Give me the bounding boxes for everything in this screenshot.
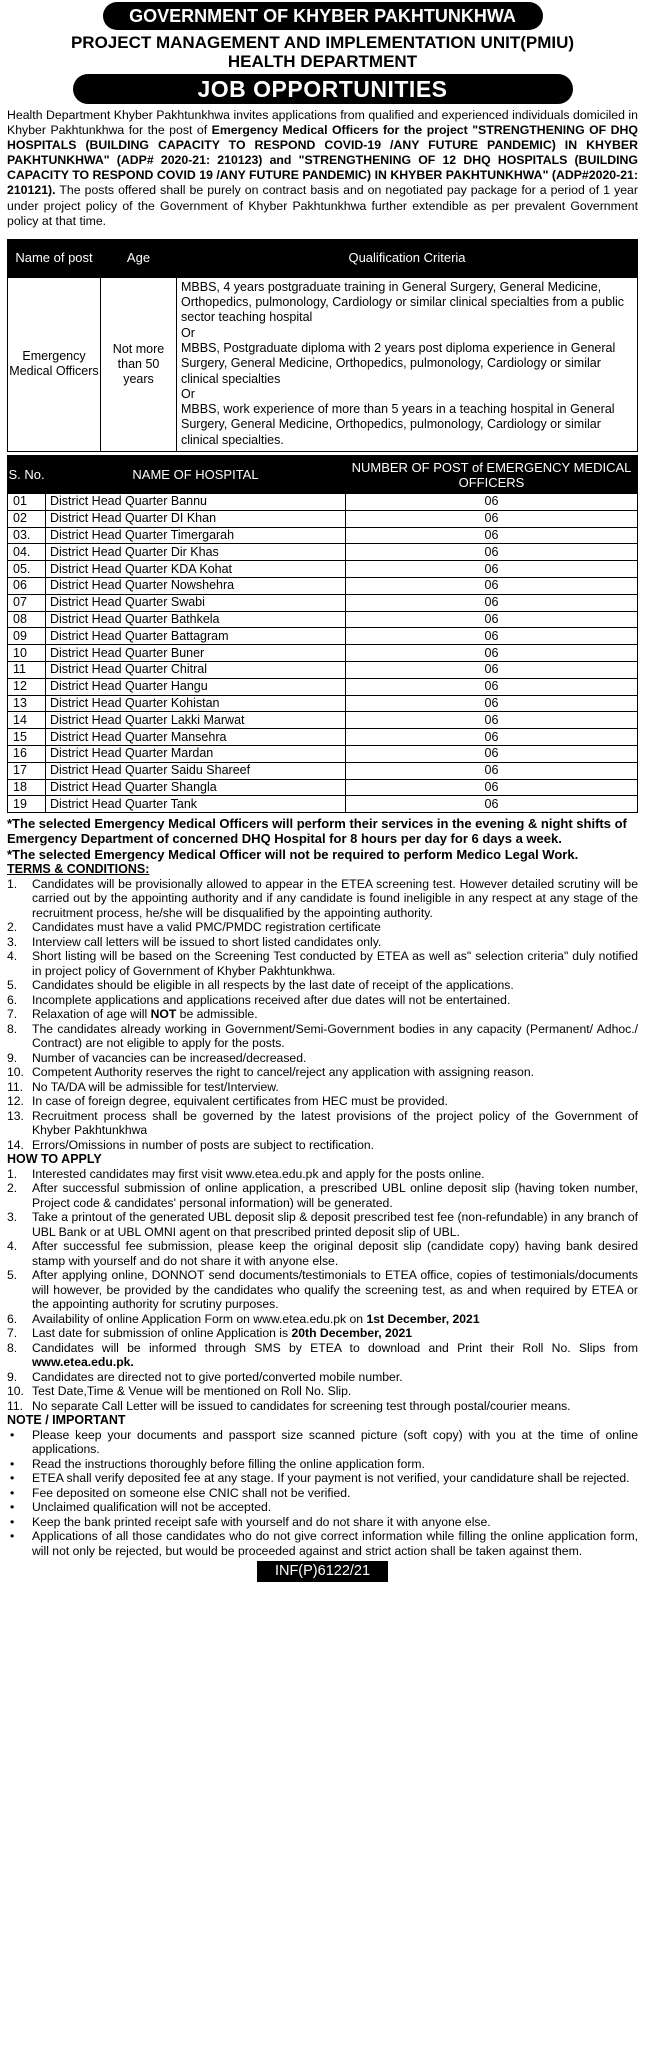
terms-title: TERMS & CONDITIONS: — [7, 862, 150, 877]
table-row — [8, 544, 638, 561]
reference-number: INF(P)6122/21 — [257, 1561, 388, 1582]
list-item-number: 2. — [7, 1181, 18, 1196]
posts-count-cell: 06 — [346, 628, 638, 645]
qualification-table — [7, 239, 638, 452]
list-item — [7, 1022, 638, 1051]
posts-count-cell: 06 — [346, 544, 638, 561]
sno-cell: 02 — [8, 510, 46, 527]
list-item — [7, 1312, 638, 1327]
list-item — [7, 993, 638, 1008]
qualification-header-row — [8, 239, 638, 277]
age-cell: Not more than 50 years — [101, 277, 177, 451]
hospital-name-cell: District Head Quarter Tank — [46, 796, 346, 813]
sno-cell: 07 — [8, 594, 46, 611]
list-item-number: 7. — [7, 1326, 18, 1341]
col-header-age: Age — [101, 239, 177, 277]
hospital-name-cell: District Head Quarter Battagram — [46, 628, 346, 645]
list-item — [7, 920, 638, 935]
table-row — [8, 712, 638, 729]
list-item — [7, 1239, 638, 1268]
hospital-name-cell: District Head Quarter DI Khan — [46, 510, 346, 527]
list-item-text: In case of foreign degree, equivalent certificates from HEC must be provided. — [32, 1094, 448, 1109]
hospital-name-cell: District Head Quarter Dir Khas — [46, 544, 346, 561]
criteria-or-1: Or — [181, 325, 195, 340]
sno-cell: 18 — [8, 779, 46, 796]
list-item-emphasis: NOT — [150, 1007, 177, 1022]
posts-count-cell: 06 — [346, 678, 638, 695]
list-item — [7, 1051, 638, 1066]
government-banner: GOVERNMENT OF KHYBER PAKHTUNKHWA — [103, 2, 543, 30]
table-row — [8, 745, 638, 762]
list-item — [7, 1210, 638, 1239]
list-item-number: 6. — [7, 992, 18, 1007]
table-row — [8, 762, 638, 779]
list-item-text: Short listing will be based on the Screening Test conducted by ETEA as well as" selection criteria" duly notified in project policy of Government of Khyber Pakhtunkhwa. — [32, 949, 638, 978]
list-item-number: 3. — [7, 934, 18, 949]
service-note-medico-legal: *The selected Emergency Medical Officer will not be required to perform Medico Legal Work. — [7, 846, 579, 862]
posts-count-cell: 06 — [346, 494, 638, 511]
list-item-text: No TA/DA will be admissible for test/Interview. — [32, 1079, 279, 1094]
list-item-emphasis: 20th December, 2021 — [291, 1326, 413, 1341]
table-row — [8, 578, 638, 595]
posts-count-cell: 06 — [346, 762, 638, 779]
table-row — [8, 510, 638, 527]
qualification-row — [8, 277, 638, 451]
table-row — [8, 779, 638, 796]
list-item-text: Interested candidates may first visit www.etea.edu.pk and apply for the posts online. — [32, 1166, 485, 1181]
col-header-sno: S. No. — [8, 456, 46, 494]
list-item-text: Test Date,Time & Venue will be mentioned on Roll No. Slip. — [32, 1384, 352, 1399]
list-item-text: Relaxation of age will — [32, 1007, 151, 1022]
hospital-name-cell: District Head Quarter Swabi — [46, 594, 346, 611]
list-item-number: 7. — [7, 1007, 18, 1022]
list-item-text: Competent Authority reserves the right to cancel/reject any application with assigning reason. — [32, 1065, 534, 1080]
hospital-name-cell: District Head Quarter Nowshehra — [46, 578, 346, 595]
list-item-number: 8. — [7, 1021, 18, 1036]
list-item-text: Candidates will be provisionally allowed to appear in the ETEA screening test. However detailed scrutiny will be carried out by the appointing authority and if any candidate is found ineligible in any respect at any stage of the recruitment process, he/she will be disqualified by the appointing authority. — [32, 876, 638, 920]
table-row — [8, 594, 638, 611]
list-item-number: 14. — [7, 1137, 24, 1152]
sno-cell: 15 — [8, 729, 46, 746]
list-item — [7, 1109, 638, 1138]
list-item — [7, 1080, 638, 1095]
unit-title-line1: PROJECT MANAGEMENT AND IMPLEMENTATION UNIT(PMIU) — [70, 33, 575, 52]
posts-count-cell: 06 — [346, 779, 638, 796]
hospital-name-cell: District Head Quarter Mansehra — [46, 729, 346, 746]
hospital-name-cell: District Head Quarter KDA Kohat — [46, 561, 346, 578]
note-item: • Keep the bank printed receipt safe with yourself and do not share it with anyone else. — [7, 1515, 638, 1530]
note-item: • ETEA shall verify deposited fee at any stage. If your payment is not verified, your candidature shall be rejected. — [7, 1471, 638, 1486]
list-item-text: Recruitment process shall be governed by the latest provisions of the project policy of the Government of Khyber Pakhtunkhwa — [32, 1108, 638, 1138]
table-row — [8, 729, 638, 746]
col-header-hospital: NAME OF HOSPITAL — [46, 456, 346, 494]
hospital-name-cell: District Head Quarter Bannu — [46, 494, 346, 511]
hospital-name-cell: District Head Quarter Kohistan — [46, 695, 346, 712]
list-item-number: 4. — [7, 1239, 18, 1254]
sno-cell: 16 — [8, 745, 46, 762]
sno-cell: 19 — [8, 796, 46, 813]
col-header-post: Name of post — [8, 239, 101, 277]
posts-count-cell: 06 — [346, 561, 638, 578]
list-item-text: Errors/Omissions in number of posts are subject to rectification. — [32, 1137, 375, 1152]
list-item-text: Candidates are directed not to give ported/converted mobile number. — [32, 1369, 403, 1384]
criteria-or-2: Or — [181, 386, 195, 401]
hospital-name-cell: District Head Quarter Bathkela — [46, 611, 346, 628]
list-item — [7, 1268, 638, 1312]
advertisement-page — [0, 2, 645, 2067]
table-row — [8, 628, 638, 645]
intro-text-1: Health Department Khyber Pakhtunkhwa invites applications from qualified and experienced individuals domiciled in Khyber Pakhtunkhwa for the post of — [7, 108, 638, 138]
list-item — [7, 949, 638, 978]
notes-list — [7, 1428, 638, 1559]
list-item-number: 1. — [7, 876, 18, 891]
posts-count-cell: 06 — [346, 729, 638, 746]
list-item-number: 11. — [7, 1398, 24, 1413]
list-item-text: The candidates already working in Government/Semi-Government bodies in any capacity (Permanent/ Adhoc./ Contract) are not eligible to apply for the posts. — [32, 1021, 638, 1051]
sno-cell: 13 — [8, 695, 46, 712]
list-item — [7, 1138, 638, 1153]
list-item-number: 10. — [7, 1065, 24, 1080]
service-notes — [7, 816, 638, 862]
hospital-name-cell: District Head Quarter Hangu — [46, 678, 346, 695]
posts-count-cell: 06 — [346, 712, 638, 729]
sno-cell: 17 — [8, 762, 46, 779]
list-item-text: Take a printout of the generated UBL deposit slip & deposit prescribed test fee (non-refundable) in any branch of UBL Bank or at UBL OMNI agent on that prescribed printed deposit slip of UBL. — [32, 1210, 638, 1239]
list-item-text: Number of vacancies can be increased/decreased. — [32, 1050, 307, 1065]
posts-count-cell: 06 — [346, 578, 638, 595]
list-item-number: 4. — [7, 949, 18, 964]
note-item: • Please keep your documents and passport size scanned picture (soft copy) with you at the time of online applications. — [7, 1428, 638, 1457]
terms-list — [7, 877, 638, 1153]
intro-text-2: The posts offered shall be purely on contract basis and on negotiated pay package for a period of 1 year under project policy of the Government of Khyber Pakhtunkhwa further extendible as per prevalent Government policy at that time. — [7, 183, 638, 228]
posts-count-cell: 06 — [346, 527, 638, 544]
list-item — [7, 1007, 638, 1022]
criteria-cell — [177, 277, 638, 451]
sno-cell: 11 — [8, 661, 46, 678]
list-item-number: 5. — [7, 978, 18, 993]
list-item — [7, 1399, 638, 1414]
sno-cell: 12 — [8, 678, 46, 695]
list-item-text: After successful submission of online application, a prescribed UBL online deposit slip (having token number, Project code & candidates' personal information) will be generated. — [32, 1181, 638, 1210]
posts-count-cell: 06 — [346, 661, 638, 678]
list-item-text: Candidates will be informed through SMS by ETEA to download and Print their Roll No. Slips from — [32, 1340, 638, 1355]
hospital-name-cell: District Head Quarter Saidu Shareef — [46, 762, 346, 779]
list-item-text: Interview call letters will be issued to short listed candidates only. — [32, 934, 382, 949]
table-row — [8, 678, 638, 695]
sno-cell: 04. — [8, 544, 46, 561]
notes-title: NOTE / IMPORTANT — [7, 1413, 126, 1428]
criteria-option-1: MBBS, 4 years postgraduate training in General Surgery, General Medicine, Orthopedics, pulmonology, Cardiology or similar clinical specialties from a public sector teaching hospital — [181, 279, 625, 325]
list-item — [7, 1094, 638, 1109]
hospital-header-row — [8, 456, 638, 494]
list-item-number: 1. — [7, 1166, 18, 1181]
list-item — [7, 1384, 638, 1399]
list-item-number: 11. — [7, 1079, 24, 1094]
criteria-option-3: MBBS, work experience of more than 5 years in a teaching hospital in General Surgery, General Medicine, Orthopedics, pulmonology, Cardiology or similar clinical specialties. — [181, 402, 615, 447]
sno-cell: 14 — [8, 712, 46, 729]
unit-title — [7, 33, 638, 71]
list-item — [7, 877, 638, 921]
table-row — [8, 645, 638, 662]
list-item-text: Incomplete applications and applications received after due dates will not be entertained. — [32, 992, 511, 1007]
list-item-emphasis: www.etea.edu.pk. — [32, 1355, 134, 1370]
list-item-number: 12. — [7, 1094, 24, 1109]
table-row — [8, 561, 638, 578]
table-row — [8, 661, 638, 678]
post-name-cell: Emergency Medical Officers — [8, 277, 101, 451]
list-item-number: 5. — [7, 1268, 18, 1283]
hospital-name-cell: District Head Quarter Shangla — [46, 779, 346, 796]
list-item-number: 3. — [7, 1210, 18, 1225]
list-item-emphasis: 1st December, 2021 — [366, 1311, 480, 1326]
reference-footer — [7, 1561, 638, 1582]
list-item-number: 13. — [7, 1108, 24, 1123]
table-row — [8, 527, 638, 544]
posts-count-cell: 06 — [346, 796, 638, 813]
list-item-number: 10. — [7, 1384, 24, 1399]
service-note-shifts: *The selected Emergency Medical Officers will perform their services in the evening & night shifts of Emergency Department of concerned DHQ Hospital for 8 hours per day for 6 days a week. — [7, 816, 627, 847]
sno-cell: 05. — [8, 561, 46, 578]
col-header-criteria: Qualification Criteria — [177, 239, 638, 277]
job-opportunities-banner: JOB OPPORTUNITIES — [73, 74, 573, 104]
list-item — [7, 1370, 638, 1385]
list-item-text: Last date for submission of online Application is — [32, 1326, 292, 1341]
how-to-apply-title: HOW TO APPLY — [7, 1152, 102, 1167]
list-item-number: 6. — [7, 1311, 18, 1326]
sno-cell: 06 — [8, 578, 46, 595]
col-header-posts: NUMBER OF POST of EMERGENCY MEDICAL OFFICERS — [346, 456, 638, 494]
list-item — [7, 1065, 638, 1080]
hospital-table — [7, 455, 638, 813]
hospital-name-cell: District Head Quarter Timergarah — [46, 527, 346, 544]
posts-count-cell: 06 — [346, 645, 638, 662]
table-row — [8, 611, 638, 628]
posts-count-cell: 06 — [346, 695, 638, 712]
how-to-apply-list — [7, 1167, 638, 1414]
sno-cell: 01 — [8, 494, 46, 511]
hospital-name-cell: District Head Quarter Mardan — [46, 745, 346, 762]
list-item — [7, 1341, 638, 1370]
sno-cell: 10 — [8, 645, 46, 662]
list-item-text: After successful fee submission, please keep the original deposit slip (candidate copy) having bank desired stamp with yourself and do not share it with anyone else. — [32, 1239, 638, 1268]
list-item — [7, 1326, 638, 1341]
unit-title-line2: HEALTH DEPARTMENT — [227, 52, 418, 71]
intro-project-text: Emergency Medical Officers for the project "STRENGTHENING OF DHQ HOSPITALS (BUILDING CAPACITY TO RESPOND COVID-19 /ANY FUTURE PANDEMIC) IN KHYBER PAKHTUNKHWA" (ADP# 2020-21: 210123) and "STRENGTHENING OF 12 DHQ HOSPITALS (BUILDING CAPACITY TO RESPOND COVID 19 /ANY FUTURE PANDEMIC) IN KHYBER PAKHTUNKHWA" (ADP#2020-21: 210121). — [7, 123, 638, 198]
sno-cell: 09 — [8, 628, 46, 645]
intro-paragraph — [7, 108, 638, 229]
posts-count-cell: 06 — [346, 594, 638, 611]
note-item: • Unclaimed qualification will not be accepted. — [7, 1500, 638, 1515]
hospital-name-cell: District Head Quarter Chitral — [46, 661, 346, 678]
list-item — [7, 978, 638, 993]
table-row — [8, 695, 638, 712]
list-item-number: 2. — [7, 920, 18, 935]
posts-count-cell: 06 — [346, 611, 638, 628]
list-item-text: Candidates must have a valid PMC/PMDC registration certificate — [32, 920, 381, 935]
note-item: • Read the instructions thoroughly before filling the online application form. — [7, 1457, 638, 1472]
posts-count-cell: 06 — [346, 510, 638, 527]
list-item-text: Availability of online Application Form on www.etea.edu.pk on — [32, 1311, 367, 1326]
list-item — [7, 1181, 638, 1210]
list-item-text: be admissible. — [176, 1007, 258, 1022]
note-item: • Applications of all those candidates who do not give correct information while filling the online application form, will not only be rejected, but would be proceeded against and strict action shall be taken against them. — [7, 1529, 638, 1558]
hospital-name-cell: District Head Quarter Lakki Marwat — [46, 712, 346, 729]
hospital-name-cell: District Head Quarter Buner — [46, 645, 346, 662]
note-item: • Fee deposited on someone else CNIC shall not be verified. — [7, 1486, 638, 1501]
list-item-number: 9. — [7, 1369, 18, 1384]
list-item-text: No separate Call Letter will be issued to candidates for screening test through postal/courier means. — [32, 1398, 571, 1413]
sno-cell: 08 — [8, 611, 46, 628]
posts-count-cell: 06 — [346, 745, 638, 762]
list-item-number: 8. — [7, 1340, 18, 1355]
hospital-table-body — [8, 494, 638, 813]
list-item — [7, 935, 638, 950]
list-item-text: Candidates should be eligible in all respects by the last date of receipt of the applications. — [32, 978, 514, 993]
sno-cell: 03. — [8, 527, 46, 544]
table-row — [8, 494, 638, 511]
list-item-text: After applying online, DONNOT send documents/testimonials to ETEA office, copies of testimonials/documents will however, be provided by the candidates who qualify the screening test, as and when required by ETEA or the appointing authority for scrutiny purposes. — [32, 1268, 638, 1312]
table-row — [8, 796, 638, 813]
list-item — [7, 1167, 638, 1182]
criteria-option-2: MBBS, Postgraduate diploma with 2 years post diploma experience in General Surgery, General Medicine, Orthopedics, pulmonology, Cardiology or similar clinical specialties — [181, 340, 616, 386]
list-item-number: 9. — [7, 1050, 18, 1065]
